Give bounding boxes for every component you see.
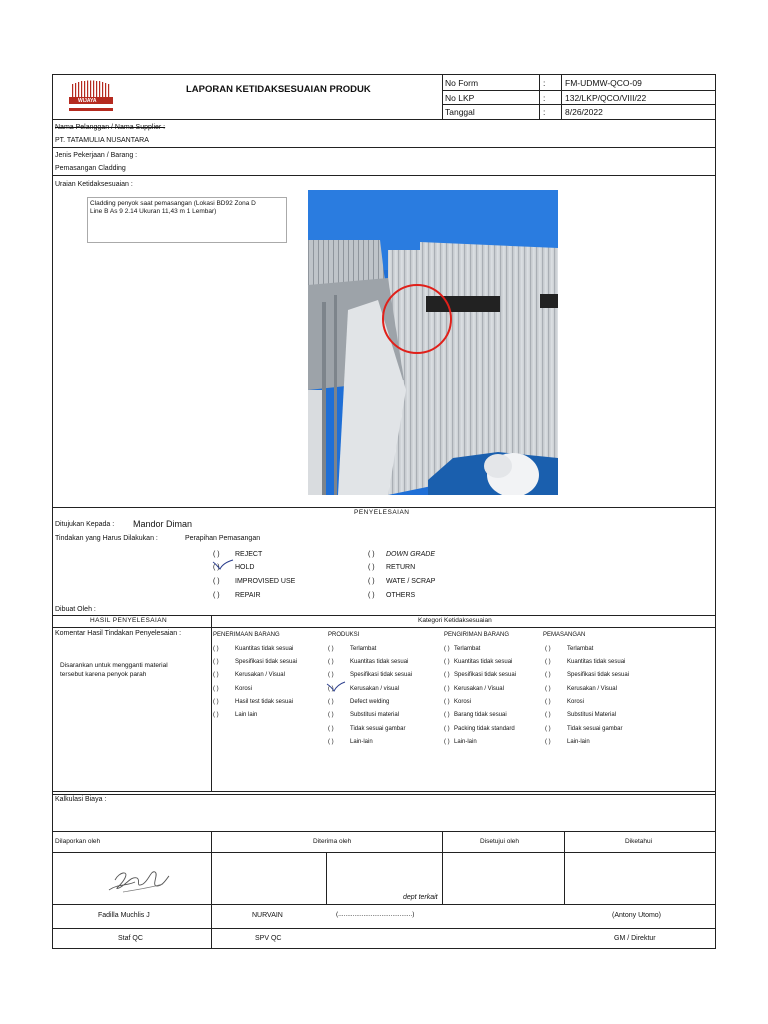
kategori-checkbox[interactable]: ( ) xyxy=(213,686,219,692)
defect-photo xyxy=(308,190,558,495)
kategori-checkbox[interactable]: ( ) xyxy=(328,739,334,745)
kategori-checkbox[interactable]: ( ) xyxy=(444,646,450,652)
kategori-item-label: Spesifikasi tidak sesuai xyxy=(350,672,413,678)
kategori-checkbox[interactable]: ( ) xyxy=(444,672,450,678)
kategori-checkbox[interactable]: ( ) xyxy=(213,672,219,678)
kategori-item-label: Lain lain xyxy=(235,712,258,718)
kategori-checkbox[interactable]: ( ) xyxy=(213,712,219,718)
sig-name-approved: (.........................................) xyxy=(336,911,415,918)
kategori-checkbox[interactable]: ( ) xyxy=(328,726,334,732)
kategori-item-label: Substitusi Material xyxy=(567,712,617,718)
option-label-downgrade: DOWN GRADE xyxy=(386,551,435,558)
kategori-item-label: Korosi xyxy=(454,699,472,705)
penyelesaian-title: PENYELESAIAN xyxy=(354,509,410,516)
sig-role-reported: Staf QC xyxy=(118,935,143,942)
kategori-item-label: Korosi xyxy=(235,686,253,692)
kategori-checkbox[interactable]: ( ) xyxy=(213,646,219,652)
description-label: Uraian Ketidaksesuaian : xyxy=(55,181,133,188)
option-label-others: OTHERS xyxy=(386,592,416,599)
kategori-item-label: Terlambat xyxy=(567,646,594,652)
work-value: Pemasangan Cladding xyxy=(55,165,126,172)
kategori-column-title: PENGIRIMAN BARANG xyxy=(444,632,510,638)
option-label-hold: HOLD xyxy=(235,564,255,571)
kategori-item-label: Kuantitas tidak sesuai xyxy=(567,659,626,665)
kategori-checkbox[interactable]: ( ) xyxy=(328,672,334,678)
kategori-item-label: Kerusakan / Visual xyxy=(235,672,285,678)
option-mark-repair[interactable]: ( ) xyxy=(213,592,220,599)
sig-header-reported: Dilaporkan oleh xyxy=(55,838,101,845)
tindakan-value: Perapihan Pemasangan xyxy=(185,535,261,542)
option-mark-others[interactable]: ( ) xyxy=(368,592,375,599)
option-label-improvised: IMPROVISED USE xyxy=(235,578,296,585)
kategori-checkbox[interactable]: ( ) xyxy=(545,686,551,692)
meta-label-tanggal: Tanggal xyxy=(445,107,475,117)
komentar-line-1: Disarankan untuk mengganti material xyxy=(60,662,168,669)
kalkulasi-label: Kalkulasi Biaya : xyxy=(55,796,107,803)
dept-note: dept terkait xyxy=(403,894,438,901)
meta-value-form: FM-UDMW-QCO-09 xyxy=(565,78,642,88)
kategori-checkbox[interactable]: ( ) xyxy=(545,699,551,705)
meta-label-form: No Form xyxy=(445,78,479,88)
kategori-item-label: Terlambat xyxy=(350,646,377,652)
option-label-scrap: WATE / SCRAP xyxy=(386,578,436,585)
dibuat-label: Dibuat Oleh : xyxy=(55,606,96,613)
description-box xyxy=(87,197,287,243)
checkmark-icon xyxy=(212,559,234,573)
kategori-checkbox[interactable]: ( ) xyxy=(328,699,334,705)
option-label-return: RETURN xyxy=(386,564,416,571)
meta-value-tanggal: 8/26/2022 xyxy=(565,107,603,117)
kategori-title: Kategori Ketidaksesuaian xyxy=(418,617,492,624)
option-mark-hold[interactable]: ( ) xyxy=(213,564,220,571)
komentar-label: Komentar Hasil Tindakan Penyelesaian : xyxy=(55,630,182,637)
sig-name-reported: Fadilla Muchlis J xyxy=(98,912,150,919)
kategori-checkbox[interactable]: ( ) xyxy=(213,659,219,665)
meta-label-lkp: No LKP xyxy=(445,93,475,103)
kategori-checkbox[interactable]: ( ) xyxy=(545,726,551,732)
meta-sep-lkp: : xyxy=(543,93,546,103)
kategori-column-title: PENERIMAAN BARANG xyxy=(213,632,280,638)
kategori-item-label: Korosi xyxy=(567,699,585,705)
description-line-2: Line B As 9 2.14 Ukuran 11,43 m 1 Lembar) xyxy=(90,208,217,215)
meta-value-lkp: 132/LKP/QCO/VIII/22 xyxy=(565,93,647,103)
kategori-item-label: Terlambat xyxy=(454,646,481,652)
tindakan-label: Tindakan yang Harus Dilakukan : xyxy=(55,535,158,542)
customer-value: PT. TATAMULIA NUSANTARA xyxy=(55,137,149,144)
sig-header-acknowledged: Diketahui xyxy=(625,838,653,845)
checkmark-icon xyxy=(326,681,346,692)
kategori-item-label: Spesifikasi tidak sesuai xyxy=(454,672,517,678)
sig-role-acknowledged: GM / Direktur xyxy=(614,935,656,942)
kategori-item-label: Spesifikasi tidak sesuai xyxy=(567,672,630,678)
description-line-1: Cladding penyok saat pemasangan (Lokasi BD92 Zona D xyxy=(90,200,256,207)
kategori-checkbox[interactable]: ( ) xyxy=(545,646,551,652)
kategori-checkbox[interactable]: ( ) xyxy=(444,712,450,718)
company-logo xyxy=(66,80,116,114)
kategori-item-label: Tidak sesuai gambar xyxy=(350,726,406,732)
kategori-item-label: Kerusakan / Visual xyxy=(454,686,504,692)
option-mark-scrap[interactable]: ( ) xyxy=(368,578,375,585)
option-mark-downgrade[interactable]: ( ) xyxy=(368,551,375,558)
kategori-checkbox[interactable]: ( ) xyxy=(328,646,334,652)
kategori-item-label: Kerusakan / visual xyxy=(350,686,400,692)
kategori-checkbox[interactable]: ( ) xyxy=(444,739,450,745)
kategori-item-label: Kuantitas tidak sesuai xyxy=(350,659,409,665)
sig-header-received: Diterima oleh xyxy=(313,838,352,845)
sig-name-received: NURVAIN xyxy=(252,912,283,919)
komentar-line-2: tersebut karena penyok parah xyxy=(60,671,147,678)
kategori-checkbox[interactable]: ( ) xyxy=(213,699,219,705)
hasil-title: HASIL PENYELESAIAN xyxy=(90,617,168,624)
kategori-item-label: Kuantitas tidak sesuai xyxy=(235,646,294,652)
logo-text: WIJAYA xyxy=(78,97,97,104)
option-label-repair: REPAIR xyxy=(235,592,261,599)
kategori-item-label: Spesifikasi tidak sesuai xyxy=(235,659,298,665)
kategori-item-label: Hasil test tidak sesuai xyxy=(235,699,294,705)
kategori-checkbox[interactable]: ( ) xyxy=(444,659,450,665)
kategori-checkbox[interactable]: ( ) xyxy=(545,672,551,678)
kategori-checkbox[interactable]: ( ) xyxy=(328,659,334,665)
ditujukan-value: Mandor Diman xyxy=(133,519,193,529)
kategori-checkbox[interactable]: ( ) xyxy=(328,686,334,692)
kategori-item-label: Tidak sesuai gambar xyxy=(567,726,623,732)
kategori-item-label: Barang tidak sesuai xyxy=(454,712,507,718)
signature-image xyxy=(105,864,171,898)
kategori-item-label: Lain-lain xyxy=(454,739,477,745)
kategori-item-label: Kerusakan / Visual xyxy=(567,686,617,692)
customer-label: Nama Pelanggan / Nama Supplier : xyxy=(55,124,166,131)
kategori-checkbox[interactable]: ( ) xyxy=(444,726,450,732)
form-title: LAPORAN KETIDAKSESUAIAN PRODUK xyxy=(186,84,371,95)
option-mark-reject[interactable]: ( ) xyxy=(213,551,220,558)
option-mark-return[interactable]: ( ) xyxy=(368,564,375,571)
kategori-checkbox[interactable]: ( ) xyxy=(545,712,551,718)
kategori-column-title: PRODUKSI xyxy=(328,632,360,638)
kategori-column-title: PEMASANGAN xyxy=(543,632,586,638)
kategori-item-label: Substitusi material xyxy=(350,712,400,718)
work-label: Jenis Pekerjaan / Barang : xyxy=(55,152,138,159)
kategori-item-label: Kuantitas tidak sesuai xyxy=(454,659,513,665)
sig-header-approved: Disetujui oleh xyxy=(480,838,520,845)
sig-role-received: SPV QC xyxy=(255,935,282,942)
kategori-item-label: Lain-lain xyxy=(350,739,373,745)
kategori-checkbox[interactable]: ( ) xyxy=(444,699,450,705)
kategori-checkbox[interactable]: ( ) xyxy=(545,739,551,745)
option-mark-improvised[interactable]: ( ) xyxy=(213,578,220,585)
meta-sep-tanggal: : xyxy=(543,107,546,117)
kategori-checkbox[interactable]: ( ) xyxy=(545,659,551,665)
kategori-checkbox[interactable]: ( ) xyxy=(444,686,450,692)
kategori-item-label: Packing tidak standard xyxy=(454,726,515,732)
kategori-checkbox[interactable]: ( ) xyxy=(328,712,334,718)
ditujukan-label: Ditujukan Kepada : xyxy=(55,521,115,528)
kategori-item-label: Lain-lain xyxy=(567,739,590,745)
kategori-item-label: Defect welding xyxy=(350,699,390,705)
option-label-reject: REJECT xyxy=(235,551,263,558)
sig-name-acknowledged: (Antony Utomo) xyxy=(612,912,662,919)
meta-sep-form: : xyxy=(543,78,546,88)
